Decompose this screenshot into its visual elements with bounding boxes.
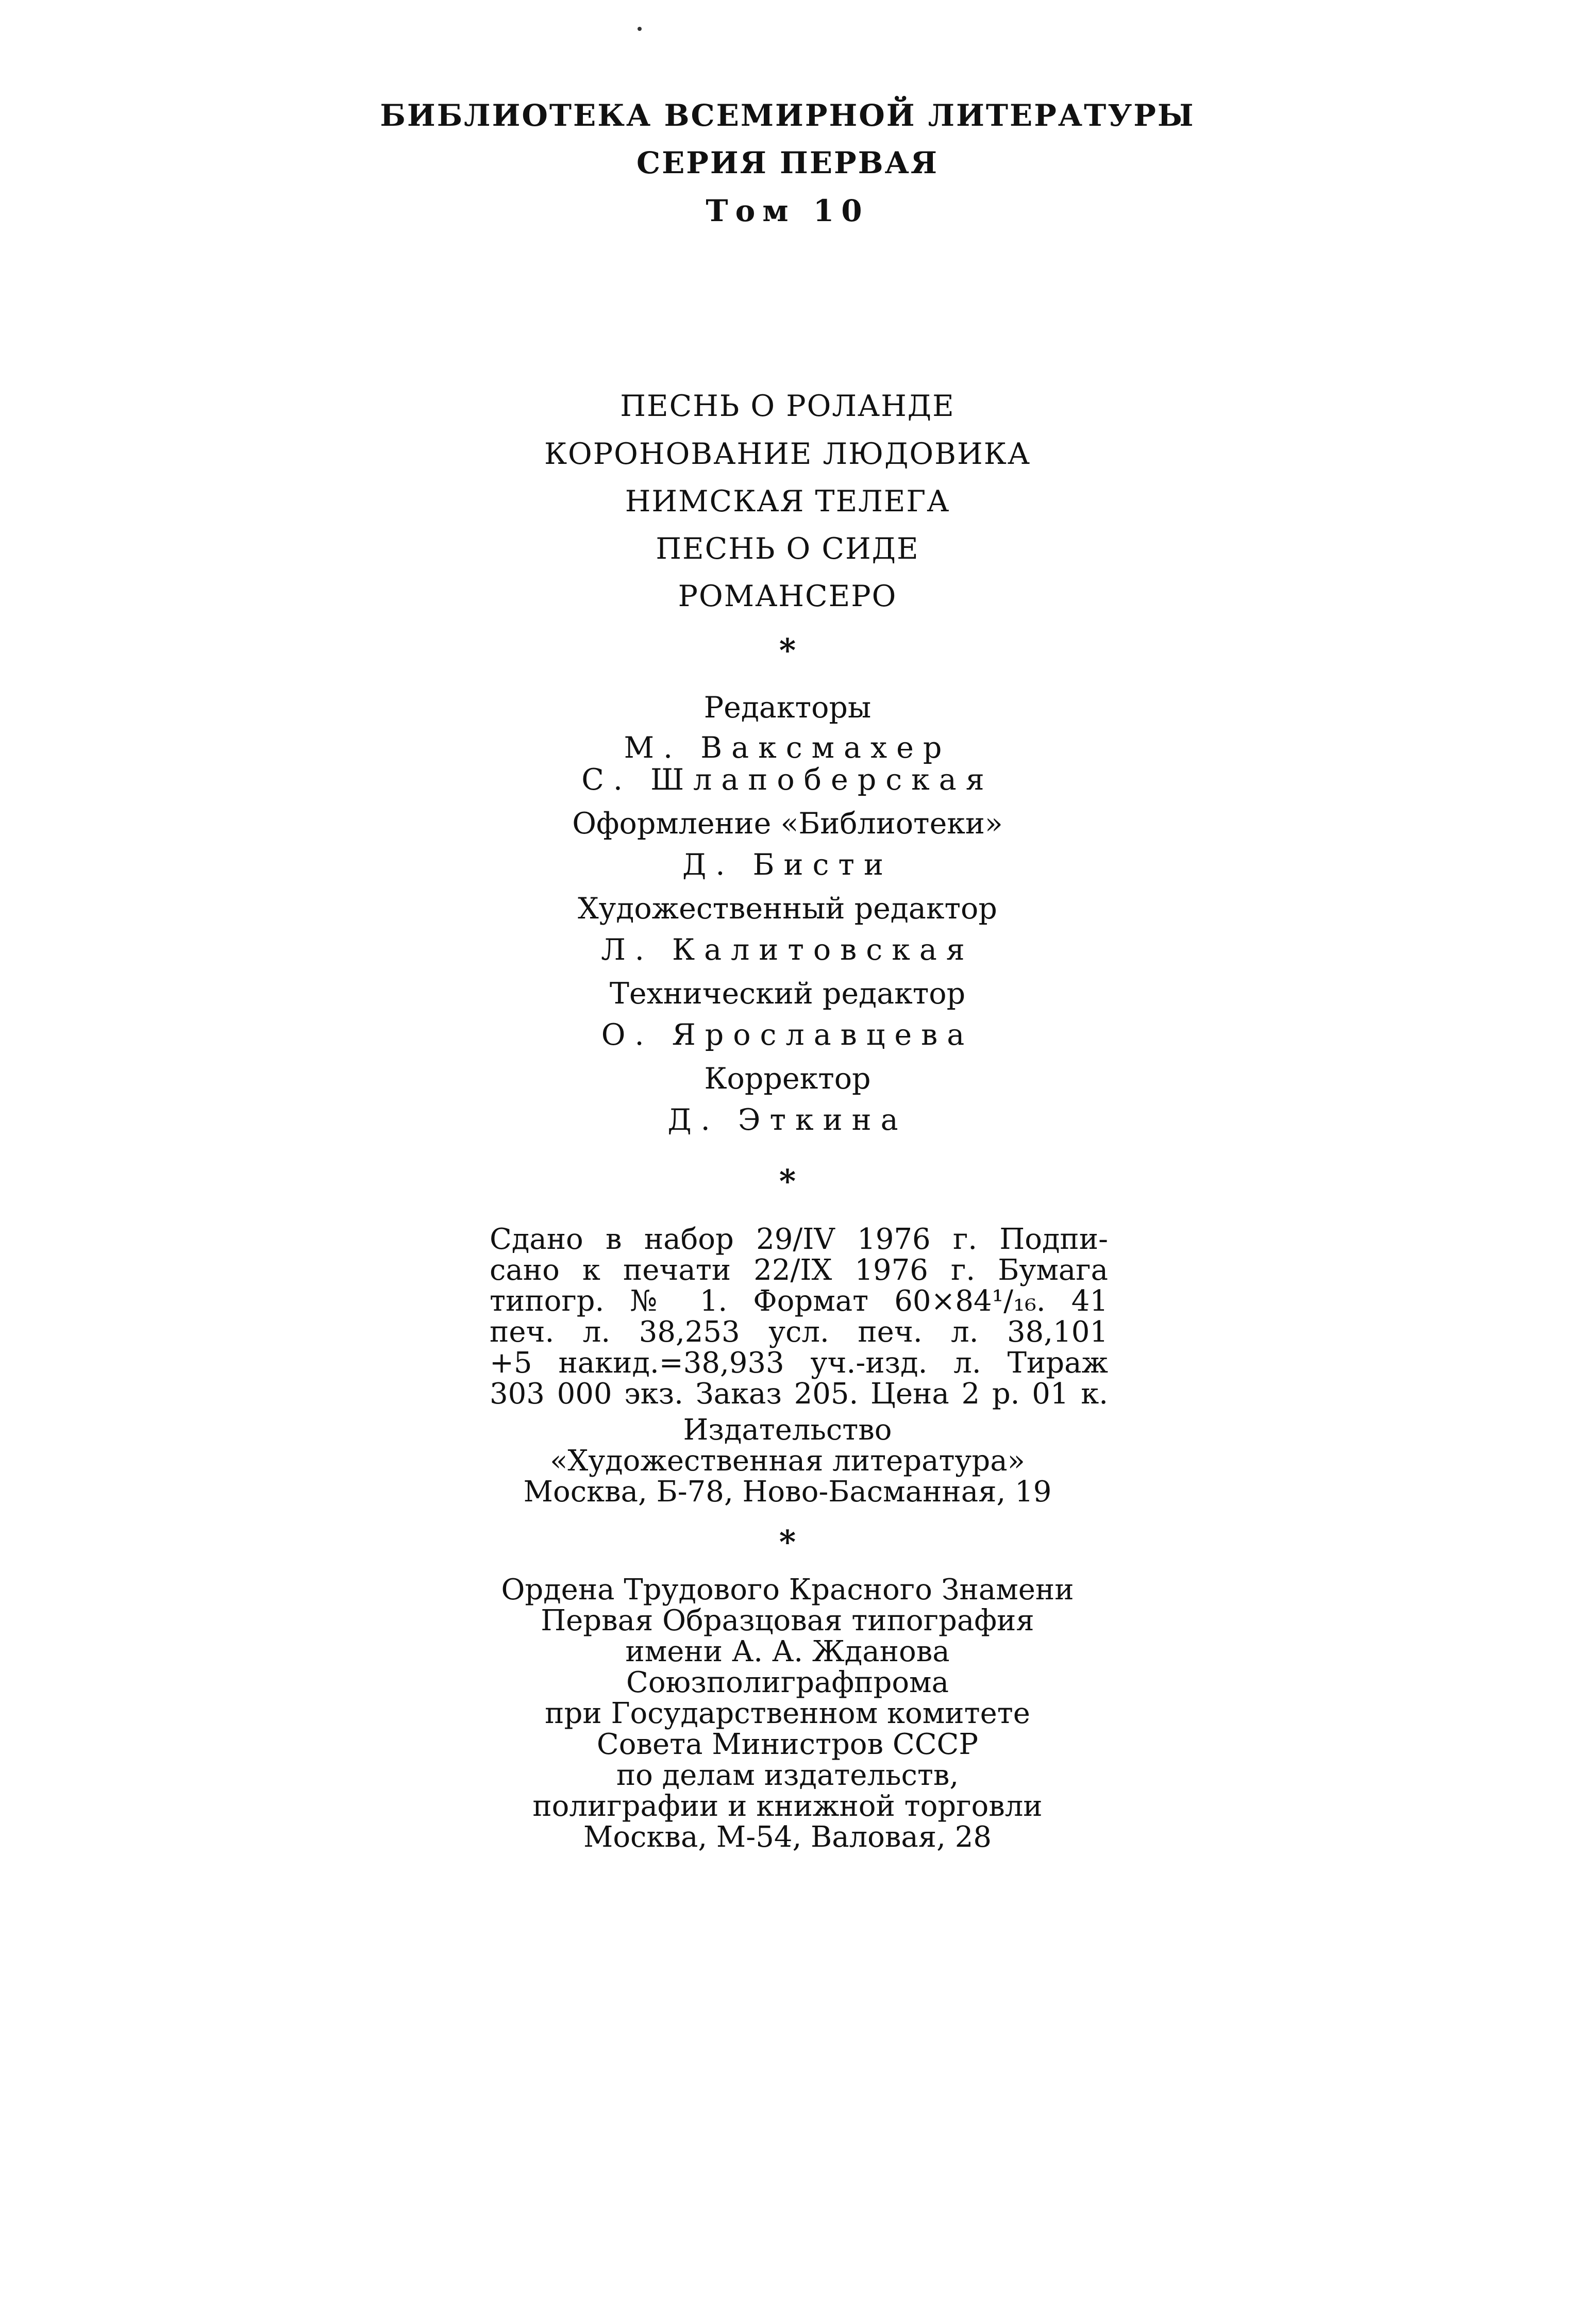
- imprint-line: печ. л. 38,253 усл. печ. л. 38,101: [490, 1315, 1108, 1349]
- printer-line: при Государственном комитете: [545, 1697, 1030, 1730]
- publisher-line: Издательство: [683, 1413, 892, 1447]
- tech-editor-label: Технический редактор: [609, 977, 966, 1011]
- work-title: ПЕСНЬ О РОЛАНДЕ: [620, 389, 955, 423]
- separator-star: *: [779, 1523, 796, 1561]
- printer-line: Совета Министров СССР: [596, 1728, 979, 1761]
- imprint-line: +5 накид.=38,933 уч.-изд. л. Тираж: [490, 1346, 1108, 1380]
- work-title: КОРОНОВАНИЕ ЛЮДОВИКА: [544, 437, 1031, 471]
- publisher-line: «Художественная литература»: [550, 1444, 1025, 1478]
- art-editor-name: Л. Калитовская: [601, 933, 974, 967]
- printer-line: имени А. А. Жданова: [625, 1635, 950, 1668]
- editors-label: Редакторы: [703, 691, 872, 725]
- separator-star: *: [779, 631, 796, 669]
- work-title: НИМСКАЯ ТЕЛЕГА: [625, 484, 950, 519]
- printer-line: Первая Образцовая типография: [541, 1604, 1034, 1637]
- designer-name: Д. Бисти: [682, 848, 893, 882]
- subseries-title: СЕРИЯ ПЕРВАЯ: [636, 145, 939, 180]
- tech-editor-name: О. Ярославцева: [601, 1018, 974, 1052]
- imprint-line: 303 000 экз. Заказ 205. Цена 2 р. 01 к.: [490, 1377, 1108, 1411]
- printer-line: Союзполиграфпрома: [626, 1666, 949, 1699]
- work-title: ПЕСНЬ О СИДЕ: [656, 532, 919, 566]
- printer-line: Москва, М-54, Валовая, 28: [583, 1820, 992, 1854]
- design-label: Оформление «Библиотеки»: [572, 807, 1003, 841]
- imprint-line: Сдано в набор 29/IV 1976 г. Подпи-: [490, 1223, 1108, 1256]
- imprint-block: [490, 1224, 1108, 1410]
- imprint-line: сано к печати 22/IX 1976 г. Бумага: [490, 1253, 1108, 1287]
- art-editor-label: Художественный редактор: [578, 892, 997, 926]
- volume-number: Том 10: [706, 193, 869, 228]
- printer-line: полиграфии и книжной торговли: [532, 1790, 1043, 1823]
- printer-line: Ордена Трудового Красного Знамени: [501, 1573, 1074, 1607]
- work-title: РОМАНСЕРО: [678, 579, 897, 613]
- editor-name: С. Шлапоберская: [581, 763, 994, 797]
- separator-star: *: [779, 1162, 796, 1200]
- publisher-line: Москва, Б-78, Ново-Басманная, 19: [523, 1475, 1052, 1509]
- imprint-line: типогр. № 1. Формат 60×84¹/₁₆. 41: [490, 1284, 1108, 1318]
- editor-name: М. Ваксмахер: [624, 731, 951, 765]
- print-speck: [638, 27, 642, 31]
- series-title: БИБЛИОТЕКА ВСЕМИРНОЙ ЛИТЕРАТУРЫ: [380, 98, 1195, 133]
- proofreader-label: Корректор: [704, 1062, 871, 1096]
- printer-line: по делам издательств,: [616, 1759, 959, 1792]
- proofreader-name: Д. Эткина: [667, 1103, 908, 1137]
